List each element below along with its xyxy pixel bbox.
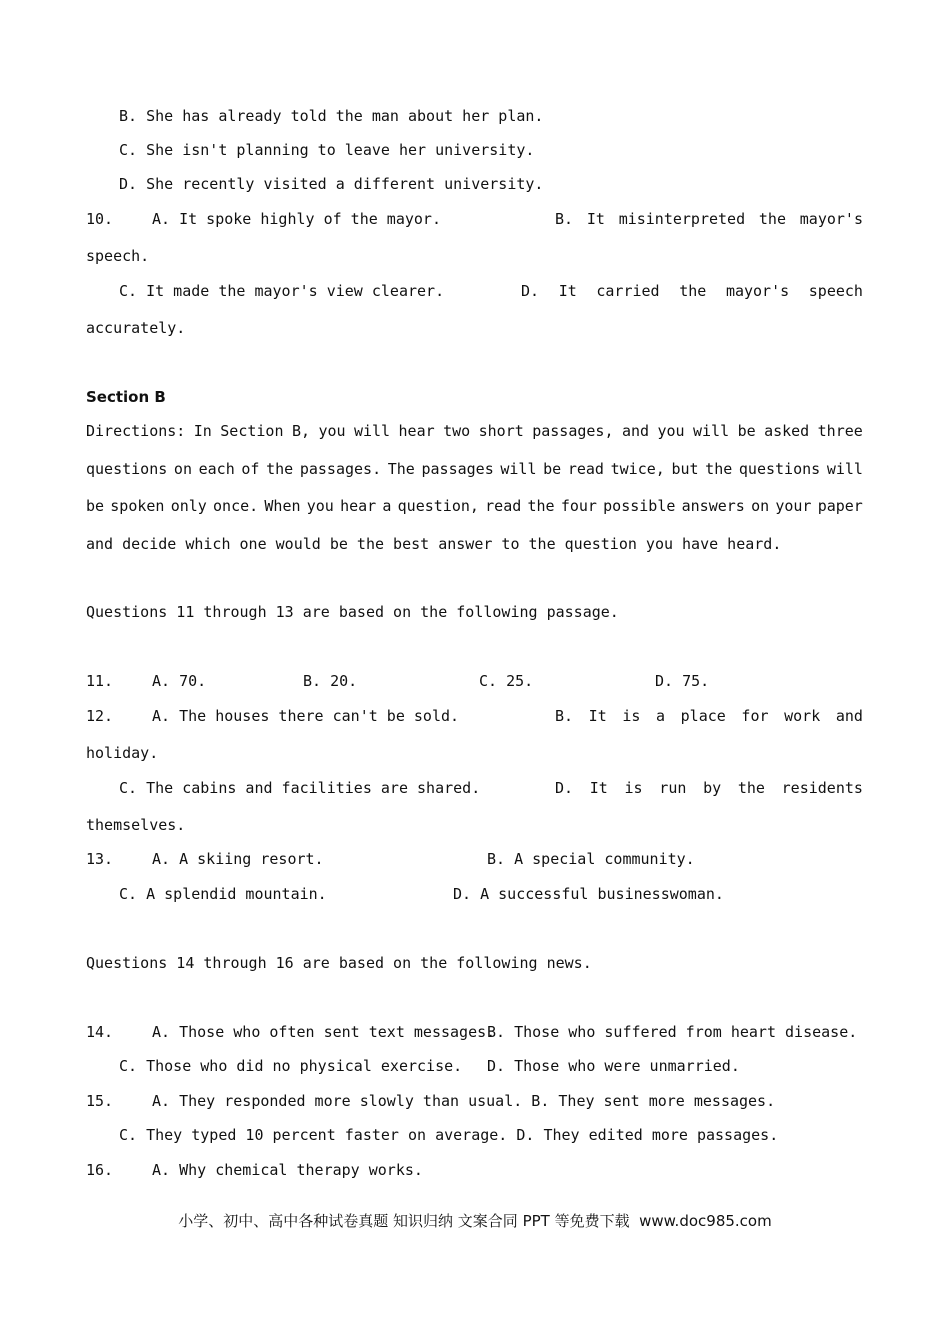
word: passages, (532, 422, 614, 440)
directions-line-4: and decide which one would be the best answer to the question you have heard. (86, 535, 782, 553)
word: the (679, 282, 707, 300)
q13-option-b: B. A special community. (487, 850, 695, 868)
word: It (558, 282, 577, 300)
word: a (656, 707, 666, 725)
word: It (588, 707, 607, 725)
q12-option-c: C. The cabins and facilities are shared. (119, 779, 481, 797)
word: of (241, 460, 260, 478)
word: on (751, 497, 770, 515)
word: and (835, 707, 863, 725)
q10-option-c: C. It made the mayor's view clearer. (119, 282, 445, 300)
word: B. (555, 707, 574, 725)
word: hear (398, 422, 435, 440)
q12-number: 12. (86, 707, 114, 725)
q10-option-b (555, 209, 863, 229)
word: four (560, 497, 597, 515)
word: questions (738, 460, 821, 478)
word: once. (213, 497, 259, 515)
word: is (622, 707, 641, 725)
word: each (198, 460, 235, 478)
word: answers (681, 497, 745, 515)
word: two (443, 422, 471, 440)
word: the (266, 460, 294, 478)
passage-1-intro: Questions 11 through 13 are based on the following passage. (86, 603, 619, 621)
word: run (659, 779, 687, 797)
q12-option-a: A. The houses there can't be sold. (152, 707, 460, 725)
q13-option-d: D. A successful businesswoman. (453, 885, 724, 903)
footer-watermark: 小学、初中、高中各种试卷真题 知识归纳 文案合同 PPT 等免费下载 www.doc985.com (178, 1212, 772, 1230)
directions-line-2 (86, 459, 863, 479)
word: hear (340, 497, 377, 515)
q16-number: 16. (86, 1161, 114, 1179)
word: misinterpreted (618, 210, 746, 228)
word: Section (220, 422, 284, 440)
word: three (817, 422, 863, 440)
word: only (170, 497, 207, 515)
word: read (485, 497, 522, 515)
word: paper (817, 497, 863, 515)
word: be (86, 497, 105, 515)
word: asked (764, 422, 810, 440)
word: the (705, 460, 733, 478)
word: your (775, 497, 812, 515)
q11-option-a: A. 70. (152, 672, 207, 690)
word: carried (596, 282, 660, 300)
q14-option-d: D. Those who were unmarried. (487, 1057, 740, 1075)
word: be (543, 460, 562, 478)
word: B, (291, 422, 310, 440)
word: you (318, 422, 346, 440)
word: on (173, 460, 192, 478)
word: Directions: (86, 422, 186, 440)
word: residents (781, 779, 863, 797)
q9-option-d: D. She recently visited a different university. (119, 175, 544, 193)
word: speech (808, 282, 863, 300)
word: the (737, 779, 765, 797)
q12-option-d-cont: themselves. (86, 816, 186, 834)
word: In (193, 422, 212, 440)
word: mayor's (799, 210, 863, 228)
word: by (703, 779, 722, 797)
word: The (387, 460, 415, 478)
word: is (624, 779, 643, 797)
word: twice, (610, 460, 665, 478)
word: It (586, 210, 605, 228)
q10-option-d-cont: accurately. (86, 319, 186, 337)
q15-number: 15. (86, 1092, 114, 1110)
q10-option-d (521, 281, 863, 301)
passage-2-intro: Questions 14 through 16 are based on the following news. (86, 954, 592, 972)
word: the (527, 497, 555, 515)
q12-option-b (555, 706, 863, 726)
directions-line-3 (86, 496, 863, 516)
word: short (478, 422, 524, 440)
word: be (737, 422, 756, 440)
word: It (589, 779, 608, 797)
q14-number: 14. (86, 1023, 114, 1041)
q10-number: 10. (86, 210, 114, 228)
q16-option-a: A. Why chemical therapy works. (152, 1161, 423, 1179)
word: will (693, 422, 730, 440)
q9-option-c: C. She isn't planning to leave her university. (119, 141, 535, 159)
word: you (657, 422, 685, 440)
q14-option-a: A. Those who often sent text messages. (152, 1023, 496, 1041)
word: possible (603, 497, 676, 515)
q12-option-d (555, 778, 863, 798)
word: mayor's (725, 282, 790, 300)
q12-option-b-cont: holiday. (86, 744, 159, 762)
word: a (382, 497, 392, 515)
q13-option-a: A. A skiing resort. (152, 850, 324, 868)
section-b-heading: Section B (86, 388, 166, 406)
q14-option-c: C. Those who did no physical exercise. (119, 1057, 463, 1075)
word: B. (555, 210, 574, 228)
word: will (500, 460, 537, 478)
q10-option-a: A. It spoke highly of the mayor. (152, 210, 441, 228)
word: the (758, 210, 786, 228)
word: D. (521, 282, 540, 300)
q10-option-b-cont: speech. (86, 247, 150, 265)
q11-option-d: D. 75. (655, 672, 710, 690)
q14-option-b: B. Those who suffered from heart disease. (487, 1023, 858, 1041)
word: will (353, 422, 391, 440)
q15-options-cd: C. They typed 10 percent faster on average. D. They edited more passages. (119, 1126, 779, 1144)
word: you (306, 497, 334, 515)
word: but (671, 460, 699, 478)
word: D. (555, 779, 574, 797)
word: read (567, 460, 604, 478)
word: for (741, 707, 769, 725)
q13-option-c: C. A splendid mountain. (119, 885, 327, 903)
q11-option-b: B. 20. (303, 672, 358, 690)
q15-options-ab: A. They responded more slowly than usual. B. They sent more messages. (152, 1092, 776, 1110)
word: When (264, 497, 301, 515)
word: place (680, 707, 726, 725)
word: question, (397, 497, 479, 515)
q13-number: 13. (86, 850, 114, 868)
q11-option-c: C. 25. (479, 672, 534, 690)
word: passages (421, 460, 494, 478)
word: questions (86, 460, 168, 478)
word: and (621, 422, 650, 440)
q11-number: 11. (86, 672, 114, 690)
q9-option-b: B. She has already told the man about her plan. (119, 107, 544, 125)
word: spoken (110, 497, 165, 515)
word: will (826, 460, 863, 478)
word: passages. (299, 460, 382, 478)
word: work (784, 707, 821, 725)
directions-line-1 (86, 421, 863, 441)
